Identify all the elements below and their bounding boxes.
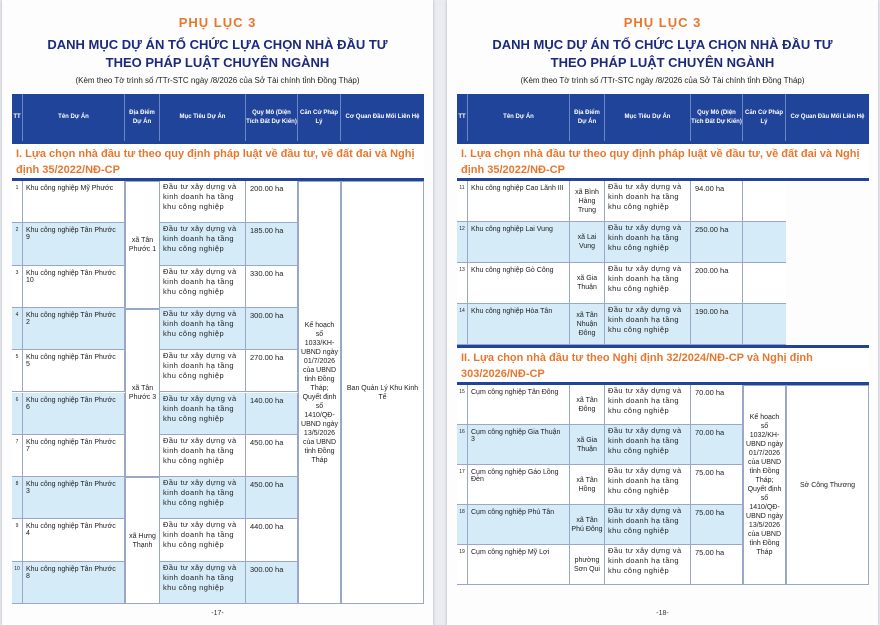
row-number: 11	[457, 181, 468, 221]
row-number: 3	[12, 266, 23, 307]
project-area: 94.00 ha	[691, 181, 743, 221]
project-name: Cụm công nghiệp Tân Đông	[468, 385, 570, 424]
appendix-label: PHỤ LỤC 3	[178, 15, 257, 30]
project-name: Khu công nghiệp Tân Phước 10	[23, 266, 125, 307]
project-name: Khu công nghiệp Gò Công	[468, 263, 570, 303]
project-area: 300.00 ha	[246, 308, 298, 349]
project-name: Khu công nghiệp Tân Phước 2	[23, 308, 125, 349]
project-area: 200.00 ha	[691, 263, 743, 303]
table-row	[457, 222, 786, 263]
project-area: 250.00 ha	[691, 222, 743, 262]
col-agency: Cơ Quan Đầu Mối Liên Hệ	[345, 114, 420, 121]
project-goal: Đầu tư xây dựng và kinh doanh hạ tầng khu công nghiệp	[160, 393, 246, 434]
project-name: Khu công nghiệp Tân Phước 7	[23, 435, 125, 476]
project-area: 140.00 ha	[246, 393, 298, 434]
project-name: Khu công nghiệp Tân Phước 9	[23, 223, 125, 264]
table-row	[12, 266, 341, 308]
table-row	[12, 181, 341, 223]
section-heading-I	[12, 141, 424, 181]
project-name: Cụm công nghiệp Gáo Lồng Đèn	[468, 465, 570, 504]
section-title: II. Lựa chọn nhà đầu tư theo Nghị định 32/2024/NĐ-CP và Nghị định 303/2026/NĐ-CP	[461, 352, 813, 380]
row-number: 17	[457, 465, 468, 504]
row-number: 9	[12, 519, 23, 560]
legal-basis-cell: Kế hoạch số 1033/KH-UBND ngày 01/7/2026 của UBND tỉnh Đồng Tháp; Quyết định số 1410/QĐ-UBND ngày 13/5/2026 của UBND tỉnh Đồng Tháp	[298, 181, 341, 604]
project-area: 330.00 ha	[246, 266, 298, 307]
agency-cell: Ban Quản Lý Khu Kinh Tế	[341, 181, 424, 604]
project-goal: Đầu tư xây dựng và kinh doanh hạ tầng khu công nghiệp	[160, 477, 246, 518]
project-area: 300.00 ha	[246, 562, 298, 603]
row-number: 1	[12, 181, 23, 222]
page-number: -17-	[211, 610, 224, 617]
legal-basis-cell: Kế hoạch số 1032/KH-UBND ngày 01/7/2026 của UBND tỉnh Đồng Tháp; Quyết định số 1410/QĐ-UBND ngày 13/5/2026 của UBND tỉnh Đồng Tháp	[743, 385, 786, 585]
project-name: Cụm công nghiệp Phú Tân	[468, 505, 570, 544]
col-name: Tên Dự Án	[468, 94, 570, 141]
project-goal: Đầu tư xây dựng và kinh doanh hạ tầng khu công nghiệp	[605, 545, 691, 584]
project-name: Khu công nghiệp Mỹ Phước	[23, 181, 125, 222]
row-number: 12	[457, 222, 468, 262]
project-goal: Đầu tư xây dựng và kinh doanh hạ tầng khu công nghiệp	[160, 435, 246, 476]
row-number: 8	[12, 477, 23, 518]
project-location: xã Tân Đông	[570, 385, 605, 424]
project-goal: Đầu tư xây dựng và kinh doanh hạ tầng khu công nghiệp	[160, 562, 246, 603]
page-18	[447, 0, 878, 625]
project-area: 75.00 ha	[691, 505, 743, 544]
project-name: Khu công nghiệp Cao Lãnh III	[468, 181, 570, 221]
col-area: Quy Mô (Diện Tích Đất Dự Kiến)	[691, 94, 743, 141]
project-name: Cụm công nghiệp Mỹ Lợi	[468, 545, 570, 584]
row-number: 16	[457, 425, 468, 464]
row-number: 18	[457, 505, 468, 544]
project-goal: Đầu tư xây dựng và kinh doanh hạ tầng khu công nghiệp	[605, 222, 691, 262]
col-name: Tên Dự Án	[23, 94, 125, 141]
project-area: 450.00 ha	[246, 435, 298, 476]
project-goal: Đầu tư xây dựng và kinh doanh hạ tầng khu công nghiệp	[605, 385, 691, 424]
project-goal: Đầu tư xây dựng và kinh doanh hạ tầng khu công nghiệp	[605, 465, 691, 504]
table-row	[457, 304, 786, 345]
table-header	[457, 94, 869, 141]
project-goal: Đầu tư xây dựng và kinh doanh hạ tầng khu công nghiệp	[605, 505, 691, 544]
row-number: 6	[12, 393, 23, 434]
section-title: I. Lựa chọn nhà đầu tư theo quy định pháp luật về đầu tư, về đất đai và Nghị định 35/2022/NĐ-CP	[461, 148, 860, 176]
row-number: 2	[12, 223, 23, 264]
project-area: 190.00 ha	[691, 304, 743, 344]
project-goal: Đầu tư xây dựng và kinh doanh hạ tầng khu công nghiệp	[160, 223, 246, 264]
project-goal: Đầu tư xây dựng và kinh doanh hạ tầng khu công nghiệp	[605, 263, 691, 303]
document-title-line2: THEO PHÁP LUẬT CHUYÊN NGÀNH	[105, 55, 330, 70]
col-basis: Căn Cứ Pháp Lý	[743, 94, 786, 141]
project-location: xã Tân Phú Đông	[570, 505, 605, 544]
project-name: Cụm công nghiệp Gia Thuận 3	[468, 425, 570, 464]
col-location: Địa Điểm Dự Án	[570, 94, 605, 141]
project-goal: Đầu tư xây dựng và kinh doanh hạ tầng khu công nghiệp	[605, 304, 691, 344]
row-number: 10	[12, 562, 23, 603]
location-cell: xã Tân Phước 1	[125, 181, 160, 309]
col-goal: Mục Tiêu Dự Án	[605, 94, 691, 141]
document-title: DANH MỤC DỰ ÁN TỔ CHỨC LỰA CHỌN NHÀ ĐẦU TƯ	[492, 37, 833, 52]
row-number: 7	[12, 435, 23, 476]
project-goal: Đầu tư xây dựng và kinh doanh hạ tầng khu công nghiệp	[160, 519, 246, 560]
table-row	[12, 562, 341, 604]
table-row	[12, 477, 341, 519]
document-subtitle: (Kèm theo Tờ trình số /TTr-STC ngày /8/2026 của Sở Tài chính tỉnh Đồng Tháp)	[75, 76, 360, 85]
table-row	[12, 308, 341, 350]
col-tt: TT	[12, 94, 23, 141]
project-area: 70.00 ha	[691, 425, 743, 464]
location-cell: xã Hưng Thạnh	[125, 477, 160, 604]
project-goal: Đầu tư xây dựng và kinh doanh hạ tầng khu công nghiệp	[160, 181, 246, 222]
section-heading-I	[457, 141, 869, 181]
project-location: xã Bình Hàng Trung	[570, 181, 605, 221]
project-name: Khu công nghiệp Tân Phước 8	[23, 562, 125, 603]
col-area: Quy Mô (Diện Tích Đất Dự Kiến)	[246, 94, 298, 141]
section-heading-II	[457, 345, 869, 385]
project-area: 450.00 ha	[246, 477, 298, 518]
table-row	[457, 505, 786, 545]
table-row	[12, 350, 341, 392]
row-number: 4	[12, 308, 23, 349]
project-area: 440.00 ha	[246, 519, 298, 560]
project-name: Khu công nghiệp Lai Vung	[468, 222, 570, 262]
row-number: 5	[12, 350, 23, 391]
row-number: 13	[457, 263, 468, 303]
row-number: 15	[457, 385, 468, 424]
project-goal: Đầu tư xây dựng và kinh doanh hạ tầng khu công nghiệp	[605, 181, 691, 221]
project-name: Khu công nghiệp Tân Phước 6	[23, 393, 125, 434]
table-row	[457, 385, 786, 425]
appendix-label: PHỤ LỤC 3	[623, 15, 702, 30]
project-area: 75.00 ha	[691, 465, 743, 504]
table-row	[12, 435, 341, 477]
table-row	[12, 519, 341, 561]
table-row	[457, 425, 786, 465]
row-number: 14	[457, 304, 468, 344]
table-row	[457, 545, 786, 585]
col-location: Địa Điểm Dự Án	[125, 94, 160, 141]
project-name: Khu công nghiệp Tân Phước 3	[23, 477, 125, 518]
project-location: xã Tân Hồng	[570, 465, 605, 504]
project-location: phường Sơn Qui	[570, 545, 605, 584]
project-location: xã Gia Thuận	[570, 425, 605, 464]
agency-cell: Sở Công Thương	[786, 385, 869, 585]
table-row	[457, 465, 786, 505]
project-name: Khu công nghiệp Tân Phước 4	[23, 519, 125, 560]
project-location: xã Gia Thuận	[570, 263, 605, 303]
project-area: 270.00 ha	[246, 350, 298, 391]
document-subtitle: (Kèm theo Tờ trình số /TTr-STC ngày /8/2026 của Sở Tài chính tỉnh Đồng Tháp)	[520, 76, 805, 85]
project-name: Khu công nghiệp Tân Phước 5	[23, 350, 125, 391]
col-agency: Cơ Quan Đầu Mối Liên Hệ	[790, 114, 865, 121]
project-area: 200.00 ha	[246, 181, 298, 222]
col-goal: Mục Tiêu Dự Án	[160, 94, 246, 141]
project-area: 75.00 ha	[691, 545, 743, 584]
page-number: -18-	[656, 610, 669, 617]
document-title-line2: THEO PHÁP LUẬT CHUYÊN NGÀNH	[550, 55, 775, 70]
document-title: DANH MỤC DỰ ÁN TỔ CHỨC LỰA CHỌN NHÀ ĐẦU TƯ	[47, 37, 388, 52]
page-17	[2, 0, 433, 625]
section-title: I. Lựa chọn nhà đầu tư theo quy định pháp luật về đầu tư, về đất đai và Nghị định 35/2022/NĐ-CP	[16, 148, 415, 176]
project-name: Khu công nghiệp Hòa Tân	[468, 304, 570, 344]
project-goal: Đầu tư xây dựng và kinh doanh hạ tầng khu công nghiệp	[605, 425, 691, 464]
row-number: 19	[457, 545, 468, 584]
table-row	[457, 181, 786, 222]
col-tt: TT	[457, 94, 468, 141]
project-goal: Đầu tư xây dựng và kinh doanh hạ tầng khu công nghiệp	[160, 266, 246, 307]
table-row	[12, 393, 341, 435]
table-header	[12, 94, 424, 141]
project-goal: Đầu tư xây dựng và kinh doanh hạ tầng khu công nghiệp	[160, 308, 246, 349]
project-area: 70.00 ha	[691, 385, 743, 424]
col-basis: Căn Cứ Pháp Lý	[298, 94, 341, 141]
table-row	[457, 263, 786, 304]
project-goal: Đầu tư xây dựng và kinh doanh hạ tầng khu công nghiệp	[160, 350, 246, 391]
project-location: xã Lai Vung	[570, 222, 605, 262]
location-cell: xã Tân Phước 3	[125, 309, 160, 477]
project-location: xã Tân Nhuận Đông	[570, 304, 605, 344]
table-row	[12, 223, 341, 265]
project-area: 185.00 ha	[246, 223, 298, 264]
